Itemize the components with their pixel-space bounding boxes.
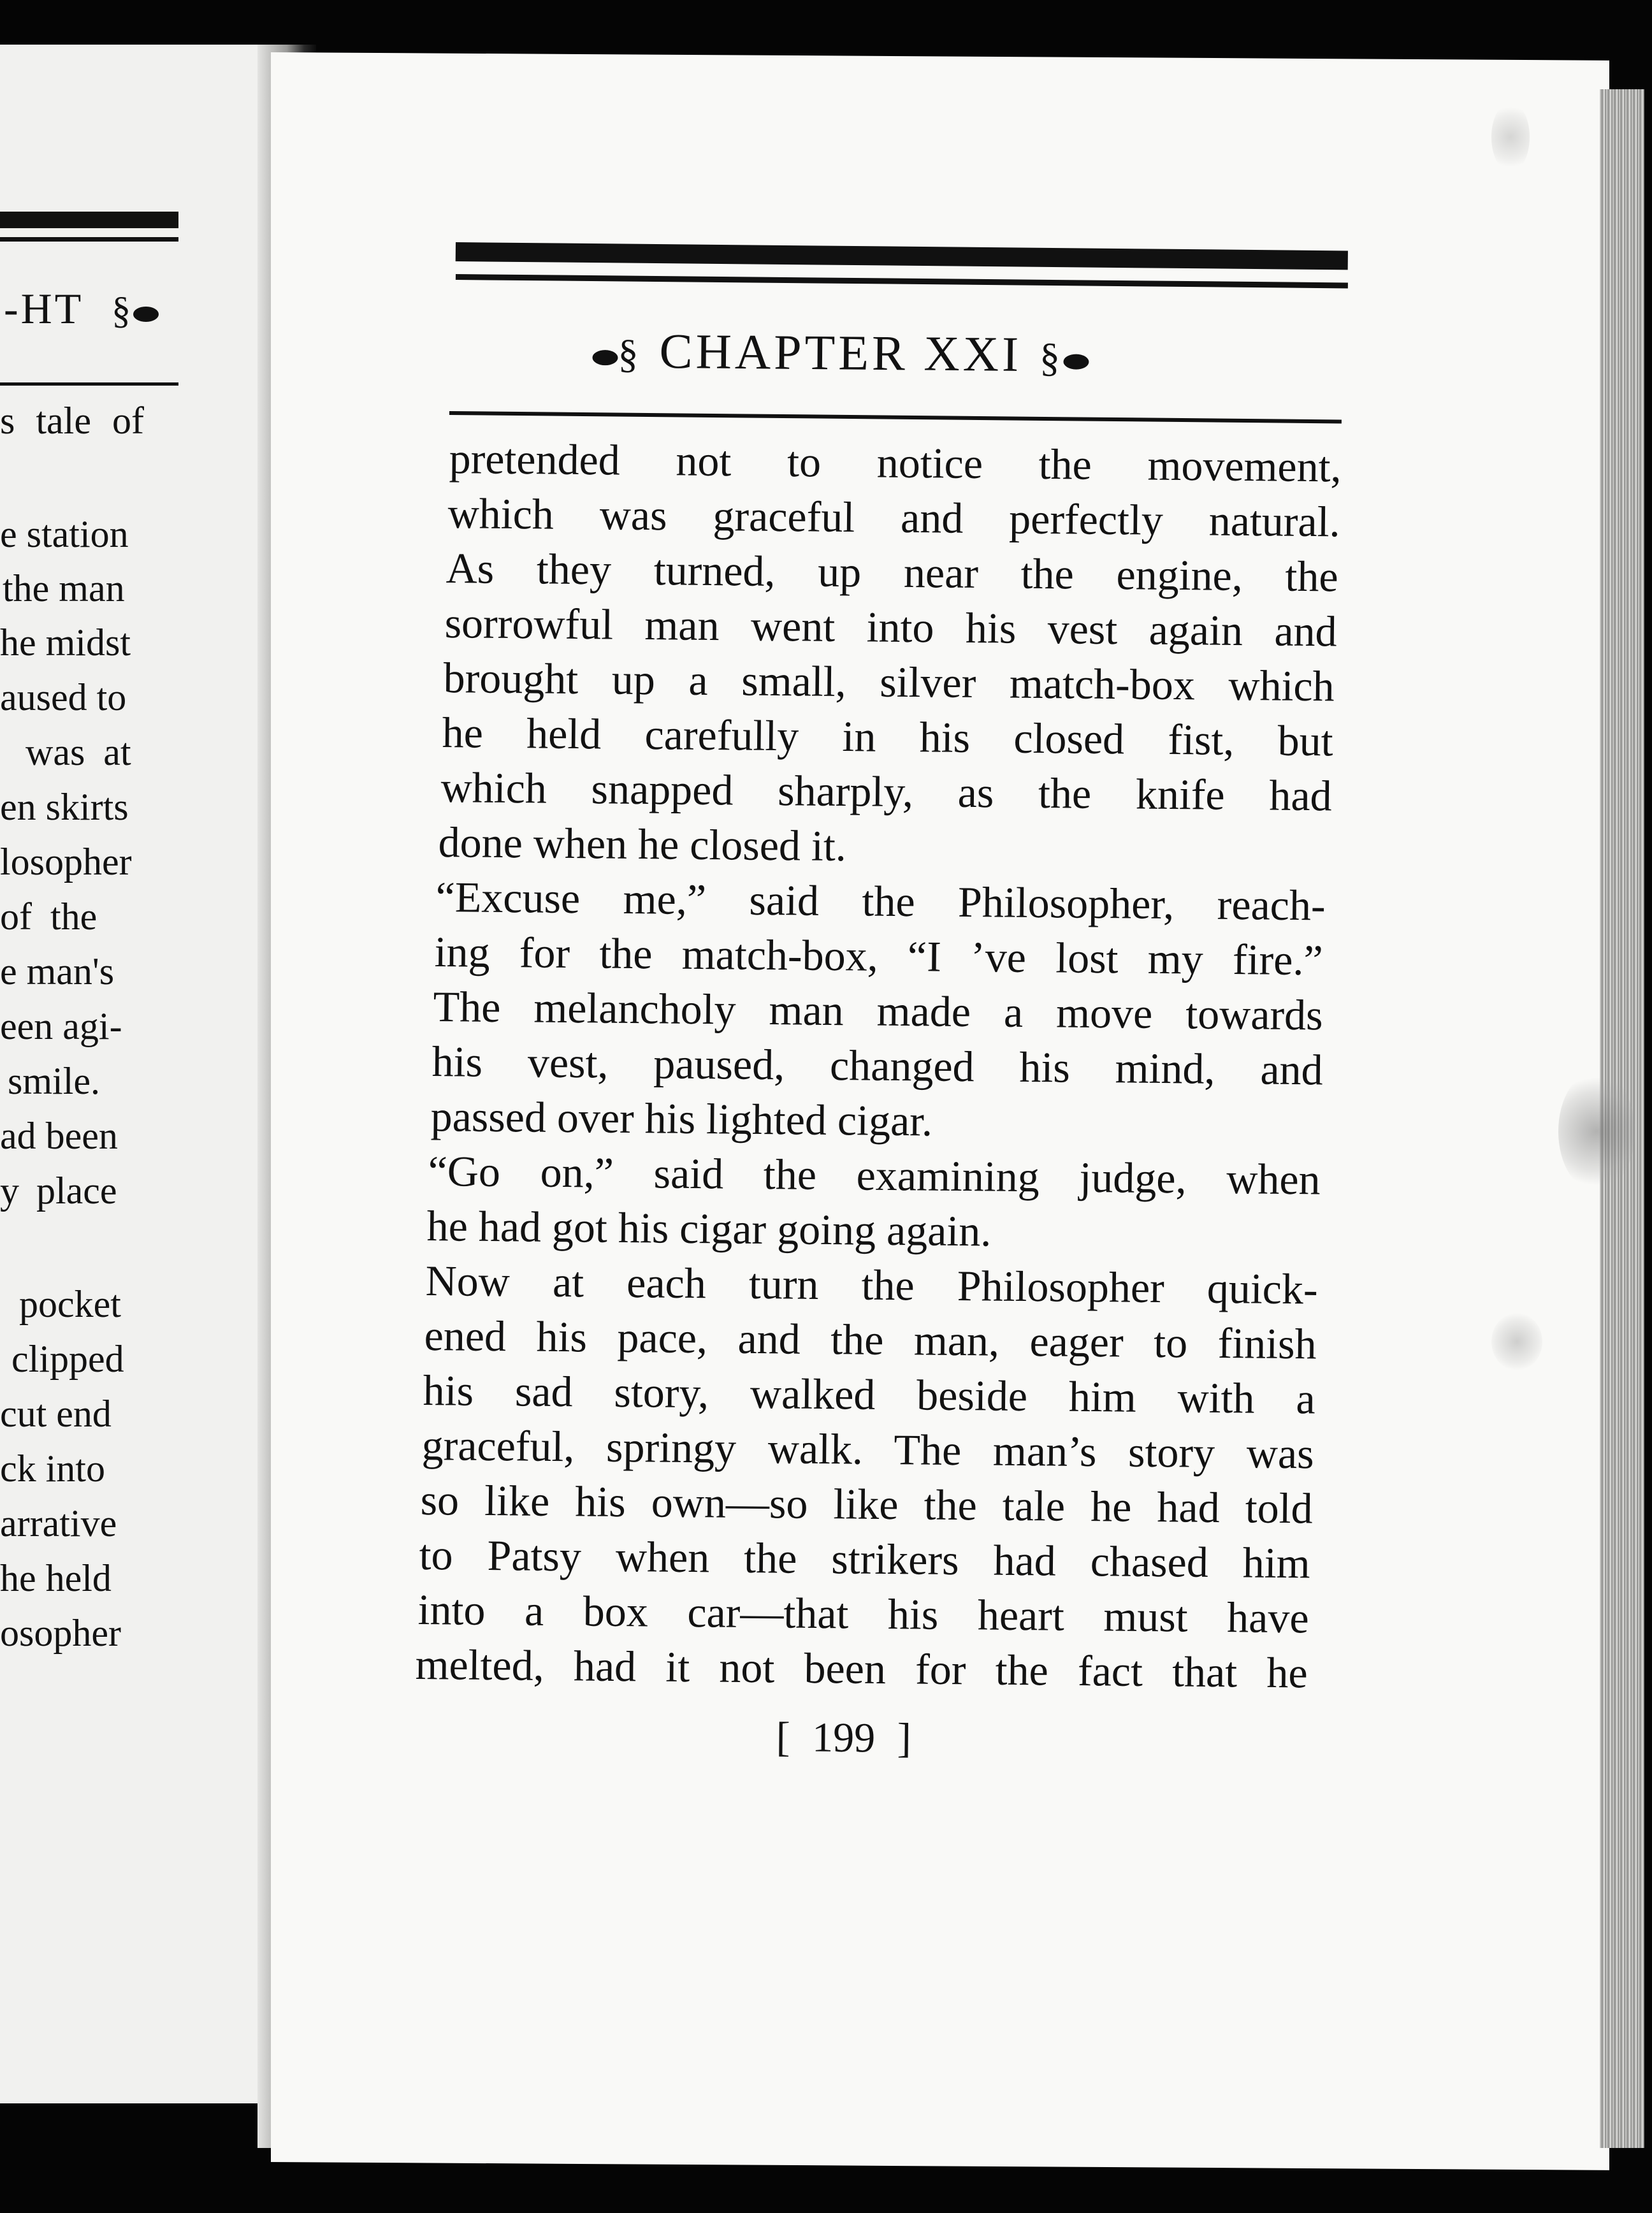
body-line: Now at each turn the Philosopher quick- [425,1256,1318,1314]
left-text-line: arrative [0,1502,117,1544]
left-text-line: was at [25,731,131,773]
left-text-line: he midst [0,621,131,664]
body-line: so like his own—so like the tale he had told [420,1476,1313,1533]
body-line: done when he closed it. [438,818,847,871]
left-text-line: een agi- [0,1005,122,1047]
body-line: ing for the match-box, “I ’ve lost my fire.” [434,927,1323,985]
body-line: sorrowful man went into his vest again and [444,599,1337,656]
body-line: melted, had it not been for the fact that he [415,1640,1308,1697]
body-line: which was graceful and perfectly natural. [447,489,1340,546]
body-line: pretended not to notice the movement, [449,434,1342,491]
left-header-underline [0,382,178,386]
left-header-rule-thick [0,212,178,228]
chapter-heading [592,322,1089,384]
left-running-head [4,284,159,333]
left-text-line: clipped [11,1338,124,1380]
left-header-rule-thin [0,237,178,242]
page-stain [1491,1313,1542,1370]
body-line: ened his pace, and the man, eager to finish [424,1311,1317,1368]
body-line: which snapped sharply, as the knife had [440,763,1332,820]
left-text-line: ad been [0,1115,118,1157]
left-text-line: pocket [19,1283,121,1325]
page-stain [1558,1071,1635,1192]
chapter-title: CHAPTER XXI [659,323,1022,382]
body-line: his sad story, walked beside him with a [423,1366,1315,1423]
body-line: to Patsy when the strikers had chased him [419,1530,1310,1588]
body-line: he had got his cigar going again. [426,1201,992,1256]
body-line: “Go on,” said the examining judge, when [428,1147,1321,1204]
fleuron-icon-right: § [1040,334,1089,382]
body-line: into a box car—that his heart must have [417,1585,1309,1643]
page-number: [ 199 ] [776,1714,911,1762]
left-text-line: the man [3,567,125,609]
body-line: As they turned, up near the engine, the [446,544,1338,601]
left-text-line: cut end [0,1393,112,1435]
body-line: The melancholy man made a move towards [433,982,1323,1040]
fleuron-icon: § [112,291,159,330]
left-text-line: e man's [0,950,115,992]
body-line: “Excuse me,” said the Philosopher, reach- [435,873,1326,930]
left-text-line: smile. [8,1060,100,1102]
fleuron-icon-left: § [592,330,642,378]
left-text-line: losopher [0,841,132,883]
left-text-line: osopher [0,1612,121,1654]
body-line: passed over his lighted cigar. [430,1092,933,1145]
body-line: he held carefully in his closed fist, but [442,708,1333,765]
left-text-line: e station [0,513,129,555]
body-line: brought up a small, silver match-box which [443,653,1335,711]
left-text-line: en skirts [0,786,129,828]
left-text-line: aused to [0,676,127,718]
body-line: graceful, springy walk. The man’s story was [421,1421,1314,1478]
left-text-line: he held [0,1557,112,1599]
left-text-line: s tale of [0,400,144,442]
body-line: his vest, paused, changed his mind, and [431,1037,1323,1094]
page-stain [1491,102,1530,172]
left-text-line: of the [0,896,98,938]
left-text-line: y place [0,1170,117,1212]
left-text-line: ck into [0,1448,105,1490]
left-header-fragment: -HT [4,284,83,333]
